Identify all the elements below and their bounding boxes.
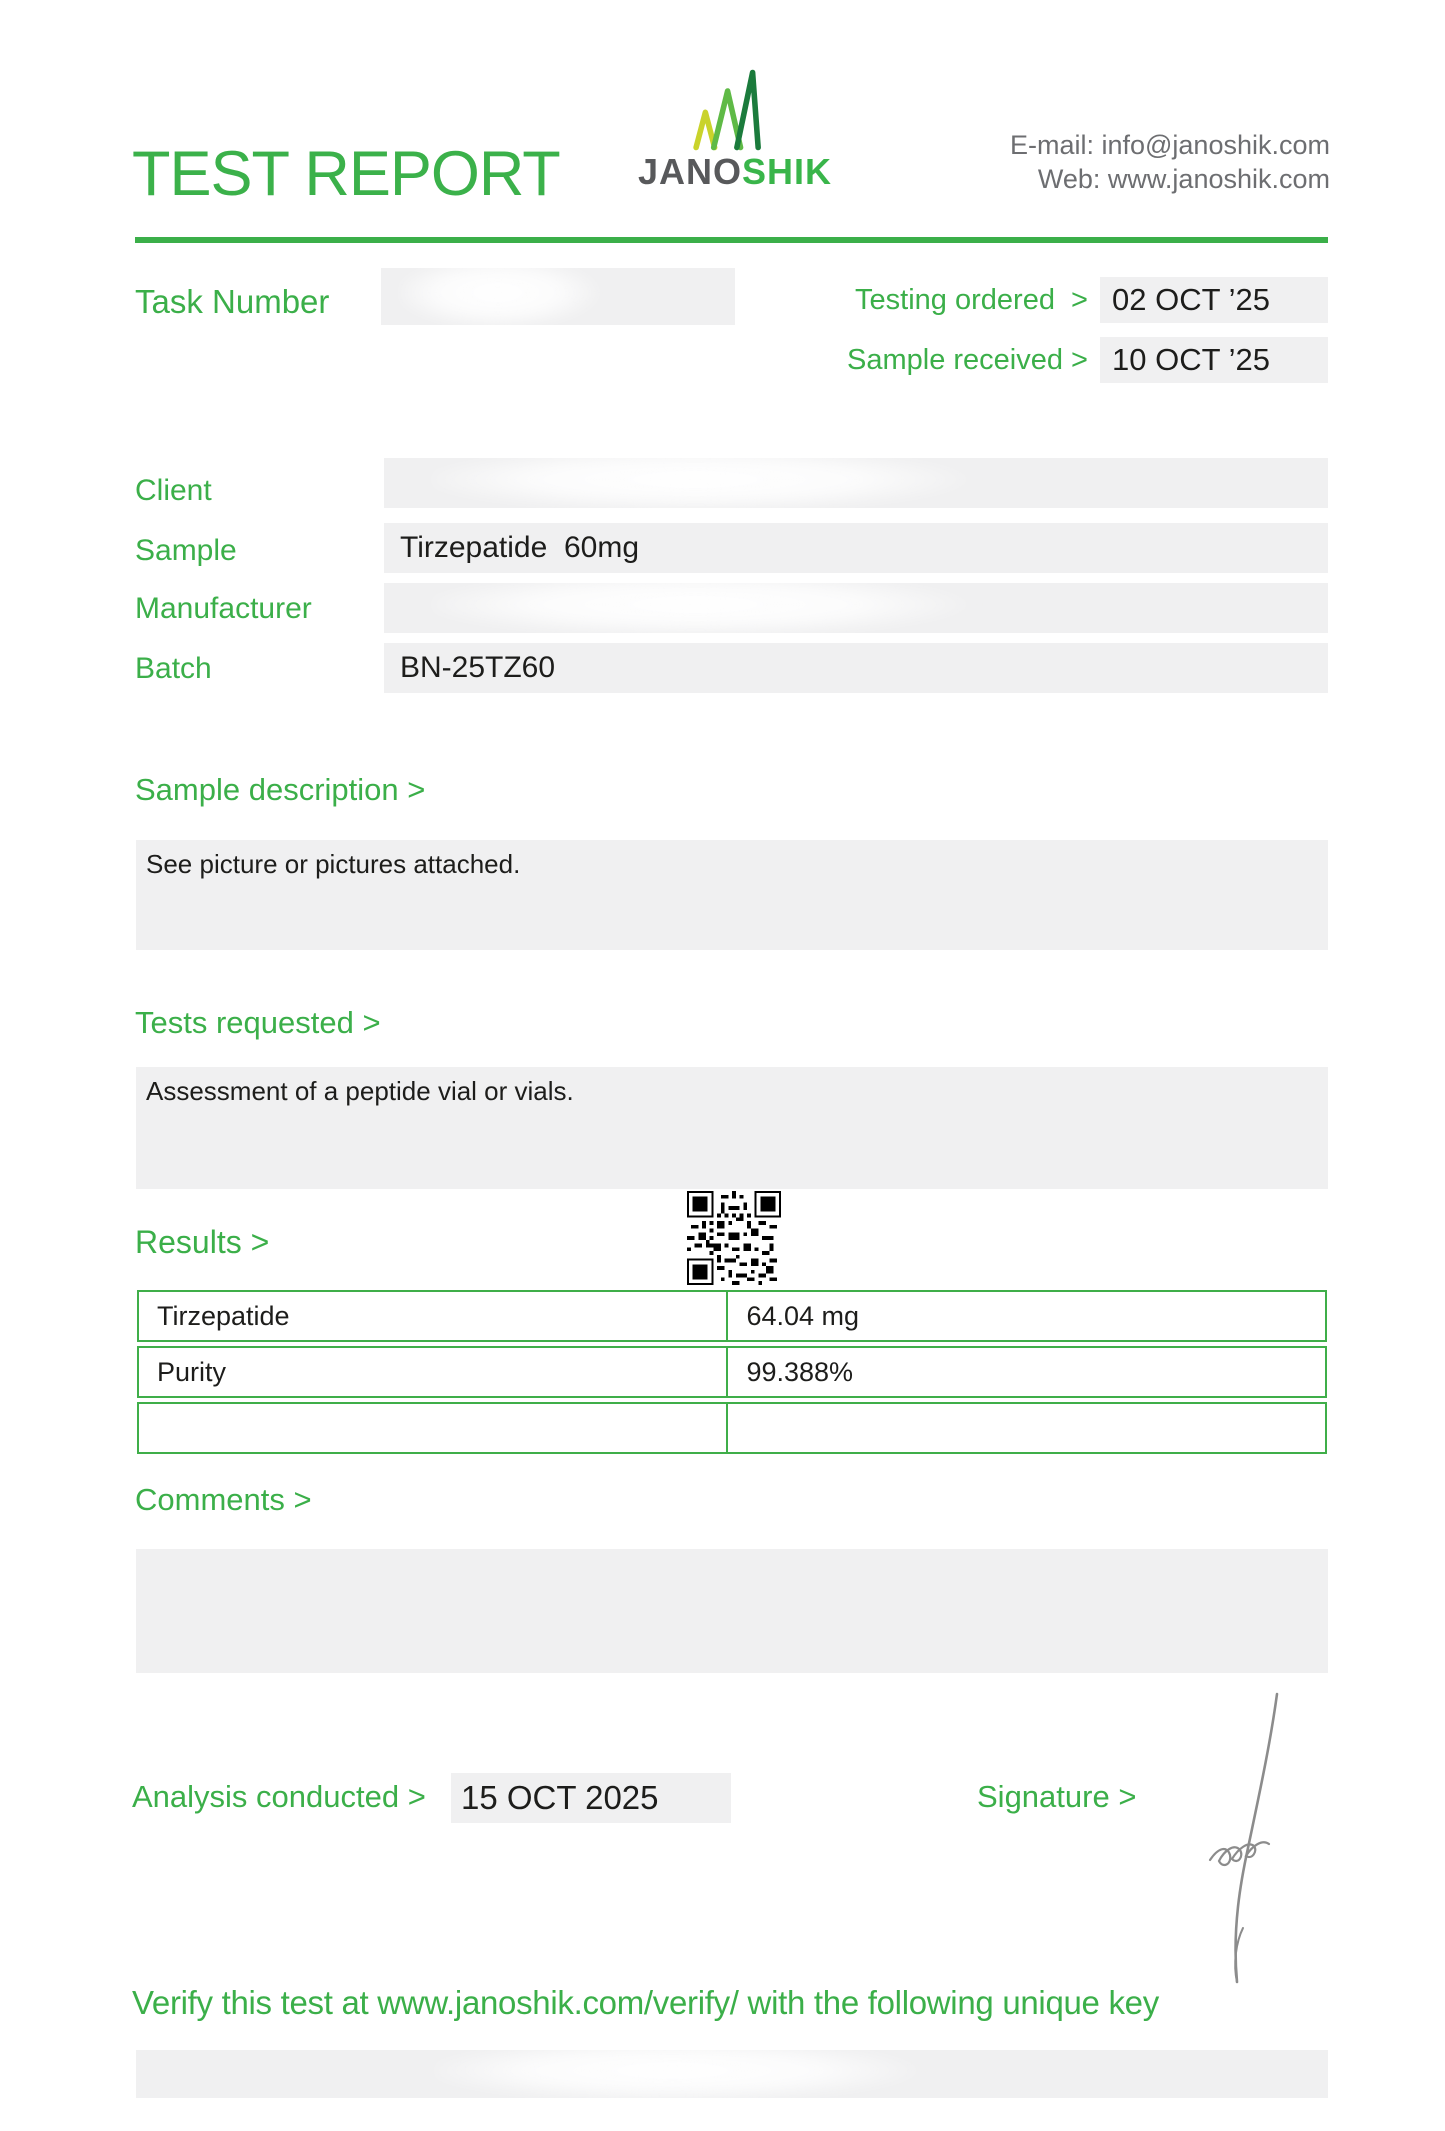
qr-code xyxy=(687,1191,781,1285)
client-label: Client xyxy=(135,474,212,507)
sample-received-label: Sample received > xyxy=(847,344,1088,376)
contact-block xyxy=(1010,128,1330,196)
chart-peaks-icon xyxy=(685,66,785,154)
result-value: 99.388% xyxy=(746,1357,854,1387)
header-divider xyxy=(135,237,1328,243)
unique-key-redacted xyxy=(136,2050,1328,2098)
testing-ordered-value: 02 OCT ’25 xyxy=(1100,277,1328,323)
sample-value: Tirzepatide 60mg xyxy=(384,523,1328,573)
tests-requested-heading: Tests requested > xyxy=(135,1005,381,1040)
task-number-value-redacted xyxy=(381,268,735,325)
redaction-smudge xyxy=(384,458,1328,508)
table-row xyxy=(137,1402,1327,1454)
manufacturer-value-redacted xyxy=(384,583,1328,633)
result-name xyxy=(139,1404,728,1452)
contact-email: E-mail: info@janoshik.com xyxy=(1009,130,1330,160)
logo-wordmark xyxy=(615,151,855,192)
contact-web: Web: www.janoshik.com xyxy=(1037,164,1330,194)
page-title: TEST REPORT xyxy=(132,139,560,209)
result-value: 64.04 mg xyxy=(746,1301,860,1331)
table-row xyxy=(137,1346,1327,1398)
client-value-redacted xyxy=(384,458,1328,508)
redaction-smudge xyxy=(381,268,735,325)
batch-value: BN-25TZ60 xyxy=(384,643,1328,693)
testing-ordered-label: Testing ordered > xyxy=(855,284,1088,316)
batch-label: Batch xyxy=(135,652,212,685)
results-heading: Results > xyxy=(135,1224,270,1260)
sample-description-box: See picture or pictures attached. xyxy=(136,840,1328,950)
redaction-smudge xyxy=(136,2050,1328,2098)
results-table xyxy=(137,1290,1327,1458)
analysis-conducted-label: Analysis conducted > xyxy=(132,1779,426,1814)
logo-text-jano: JANO xyxy=(637,151,742,192)
sample-label: Sample xyxy=(135,534,237,567)
signature-label: Signature > xyxy=(977,1779,1137,1814)
redaction-smudge xyxy=(384,583,1328,633)
logo-text-shik: SHIK xyxy=(742,151,833,192)
task-number-label: Task Number xyxy=(135,283,330,320)
tests-requested-box: Assessment of a peptide vial or vials. xyxy=(136,1067,1328,1189)
handwritten-signature xyxy=(1180,1688,1292,1988)
comments-box xyxy=(136,1549,1328,1673)
sample-description-heading: Sample description > xyxy=(135,772,426,807)
result-value xyxy=(728,1404,1325,1452)
verify-instruction: Verify this test at www.janoshik.com/verify/ with the following unique key xyxy=(132,1984,1159,2021)
janoshik-logo xyxy=(615,66,855,190)
result-name: Tirzepatide xyxy=(139,1292,728,1340)
comments-heading: Comments > xyxy=(135,1482,312,1517)
sample-received-value: 10 OCT ’25 xyxy=(1100,337,1328,383)
manufacturer-label: Manufacturer xyxy=(135,592,312,625)
analysis-date-value: 15 OCT 2025 xyxy=(451,1773,731,1823)
table-row xyxy=(137,1290,1327,1342)
result-name: Purity xyxy=(139,1348,728,1396)
